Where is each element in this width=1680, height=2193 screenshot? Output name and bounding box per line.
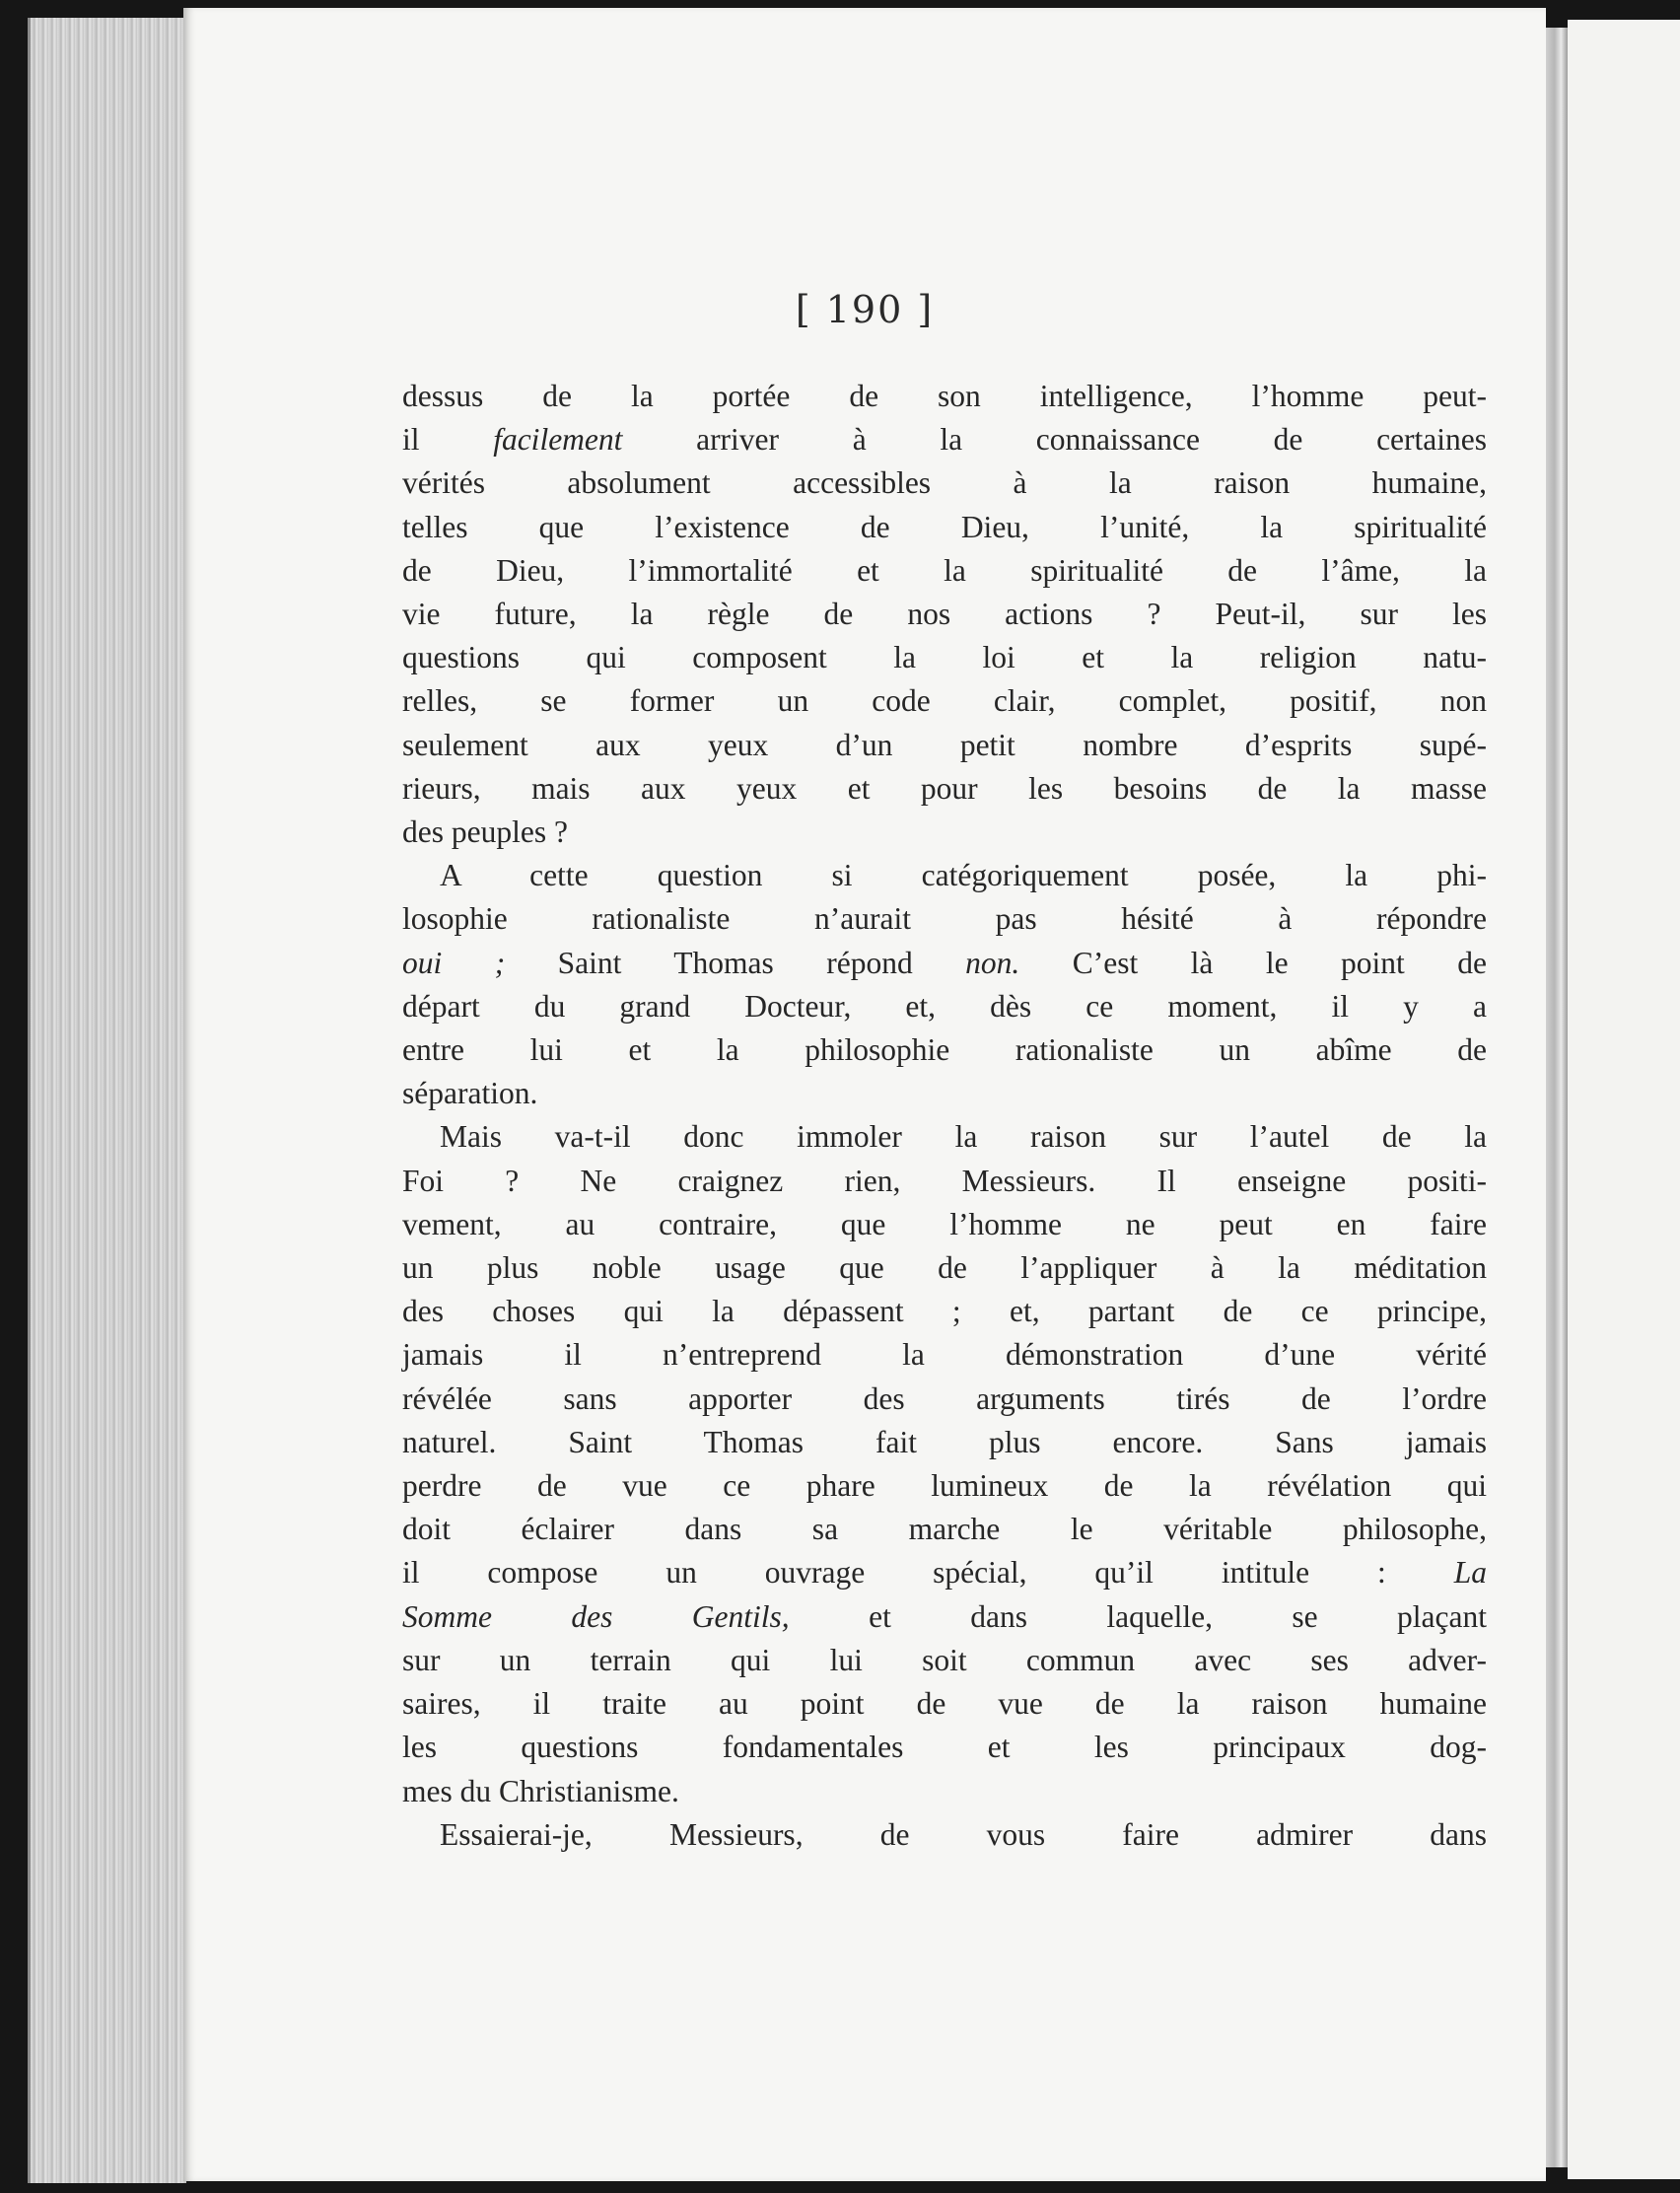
text-line: telles que l’existence de Dieu, l’unité, la spiritualité [402,509,1487,544]
text-line: saires, il traite au point de vue de la raison humaine [402,1686,1487,1722]
text-line: dessus de la portée de son intelligence, l’homme peut- [402,379,1487,413]
text-line: Somme des Gentils, et dans laquelle, se plaçant [402,1598,1487,1634]
text-line: Essaierai-je, Messieurs, de vous faire admirer dans [440,1816,1487,1852]
text-line: les questions fondamentales et les principaux dog- [402,1730,1487,1765]
text-line: jamais il n’entreprend la démonstration d’une vérité [402,1337,1487,1373]
text-line: mes du Christianisme. [402,1773,679,1808]
page-edges-left [28,18,186,2183]
text-line: départ du grand Docteur, et, dès ce moment, il y a [402,988,1487,1024]
text-line: séparation. [402,1076,538,1111]
italic-word: oui ; [402,945,506,980]
italic-word: non. [965,945,1020,980]
text-line: perdre de vue ce phare lumineux de la révélation qui [402,1468,1487,1504]
page-number: [ 190 ] [795,288,935,331]
text-line: il compose un ouvrage spécial, qu’il intitule : La [402,1555,1487,1591]
text-line: vement, au contraire, que l’homme ne peut en faire [402,1206,1487,1241]
text-line: révélée sans apporter des arguments tirés de l’ordre [402,1380,1487,1416]
italic-word: La [1453,1555,1487,1591]
text-line: il facilement arriver à la connaissance de certaines [402,422,1487,458]
book-page [183,8,1546,2181]
italic-word: Somme des Gentils, [402,1598,790,1634]
page-edges-right [1546,28,1568,2167]
text-line: losophie rationaliste n’aurait pas hésité à répondre [402,901,1487,937]
text-line: vérités absolument accessibles à la raison humaine, [402,465,1487,501]
text-line: rieurs, mais aux yeux et pour les besoins de la masse [402,770,1487,806]
text-line: questions qui composent la loi et la religion natu- [402,640,1487,675]
text-line: Mais va-t-il donc immoler la raison sur l’autel de la [440,1119,1487,1155]
text-line: A cette question si catégoriquement posée, la phi- [440,858,1487,893]
text-line: seulement aux yeux d’un petit nombre d’esprits supé- [402,727,1487,762]
text-line: vie future, la règle de nos actions ? Peut-il, sur les [402,597,1487,632]
text-line: Foi ? Ne craignez rien, Messieurs. Il enseigne positi- [402,1163,1487,1198]
italic-word: facilement [493,422,623,458]
text-line: relles, se former un code clair, complet, positif, non [402,683,1487,719]
text-line: un plus noble usage que de l’appliquer à la méditation [402,1250,1487,1286]
text-line: entre lui et la philosophie rationaliste un abîme de [402,1032,1487,1068]
text-line: doit éclairer dans sa marche le véritable philosophe, [402,1512,1487,1547]
adjacent-page [1568,20,1680,2179]
text-line: des peuples ? [402,814,568,850]
text-line: sur un terrain qui lui soit commun avec ses adver- [402,1642,1487,1677]
body-text [402,375,1487,1857]
text-line: de Dieu, l’immortalité et la spiritualité de l’âme, la [402,552,1487,588]
text-line: naturel. Saint Thomas fait plus encore. Sans jamais [402,1424,1487,1459]
text-line: oui ; Saint Thomas répond non. C’est là le point de [402,945,1487,980]
text-line: des choses qui la dépassent ; et, partant de ce principe, [402,1294,1487,1329]
